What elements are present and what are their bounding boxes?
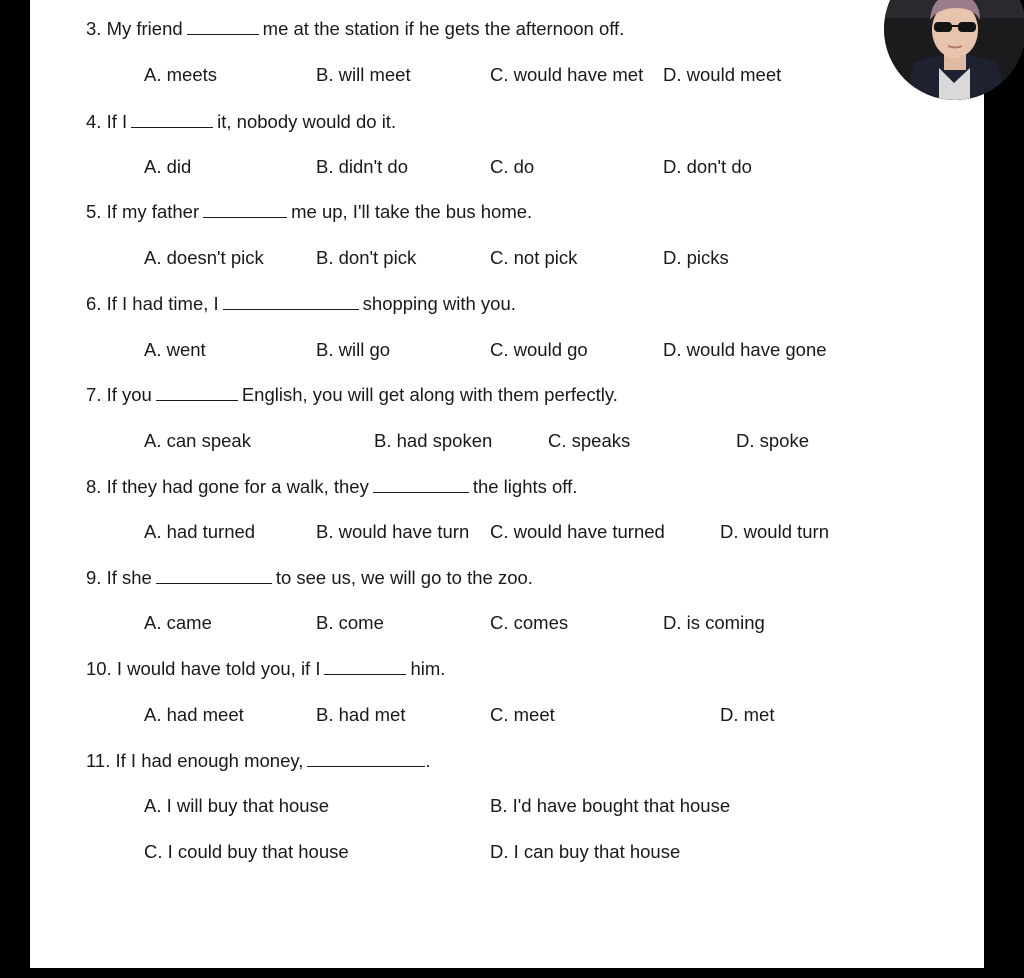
answer-blank (307, 751, 425, 767)
question-8 (86, 476, 577, 498)
question-number: 5. (86, 201, 102, 222)
question-number: 8. (86, 476, 102, 497)
option-d: D. would have gone (663, 339, 827, 360)
option-d: D. would turn (720, 521, 829, 542)
question-text-after: me up, I'll take the bus home. (291, 201, 533, 222)
question-text-after: him. (410, 658, 446, 679)
question-7 (86, 384, 618, 406)
answer-blank (187, 19, 259, 35)
option-c: C. meet (490, 704, 555, 725)
question-text-before: If you (106, 384, 152, 405)
option-a: A. can speak (144, 430, 251, 451)
option-c: C. I could buy that house (144, 841, 349, 862)
option-b: B. don't pick (316, 247, 417, 268)
option-a: A. did (144, 156, 192, 177)
option-d: D. picks (663, 247, 729, 268)
option-c: C. speaks (548, 430, 631, 451)
question-text-after: the lights off. (472, 476, 578, 497)
option-d: D. would meet (663, 64, 782, 85)
option-d: D. I can buy that house (490, 841, 681, 862)
question-text-before: If I had enough money, (115, 750, 304, 771)
option-d: D. met (720, 704, 775, 725)
question-number: 6. (86, 293, 102, 314)
question-5 (86, 201, 532, 223)
question-text-before: If I had time, I (106, 293, 219, 314)
option-c: C. would have met (490, 64, 644, 85)
question-text-before: My friend (106, 18, 183, 39)
option-b: B. will meet (316, 64, 411, 85)
question-text-before: If she (106, 567, 152, 588)
question-text-before: If they had gone for a walk, they (106, 476, 369, 497)
option-b: B. didn't do (316, 156, 408, 177)
option-d: D. is coming (663, 612, 765, 633)
answer-blank (324, 659, 406, 675)
option-a: A. doesn't pick (144, 247, 264, 268)
question-text-after: it, nobody would do it. (217, 111, 397, 132)
option-c: C. do (490, 156, 535, 177)
option-c: C. would go (490, 339, 588, 360)
option-c: C. would have turned (490, 521, 665, 542)
option-c: C. comes (490, 612, 569, 633)
answer-blank (203, 202, 287, 218)
question-9 (86, 567, 533, 589)
question-text-after: . (425, 750, 431, 771)
question-number: 11. (86, 750, 111, 771)
question-text-before: If I (106, 111, 128, 132)
option-b: B. had spoken (374, 430, 493, 451)
question-number: 4. (86, 111, 102, 132)
option-b: B. I'd have bought that house (490, 795, 731, 816)
option-d: D. spoke (736, 430, 810, 451)
answer-blank (156, 385, 238, 401)
option-a: A. I will buy that house (144, 795, 330, 816)
answer-blank (373, 477, 469, 493)
question-10 (86, 658, 445, 680)
question-6 (86, 293, 516, 315)
question-11 (86, 750, 431, 772)
option-d: D. don't do (663, 156, 752, 177)
answer-blank (156, 568, 272, 584)
option-b: B. would have turn (316, 521, 470, 542)
question-number: 9. (86, 567, 102, 588)
question-number: 3. (86, 18, 102, 39)
worksheet-page (30, 0, 984, 968)
option-a: A. came (144, 612, 212, 633)
question-4 (86, 111, 396, 133)
question-number: 10. (86, 658, 112, 679)
option-b: B. come (316, 612, 384, 633)
option-b: B. had met (316, 704, 406, 725)
option-a: A. had meet (144, 704, 244, 725)
question-text-before: I would have told you, if I (116, 658, 321, 679)
question-text-before: If my father (106, 201, 200, 222)
answer-blank (131, 112, 213, 128)
answer-blank (223, 294, 359, 310)
option-c: C. not pick (490, 247, 578, 268)
option-b: B. will go (316, 339, 391, 360)
option-a: A. went (144, 339, 206, 360)
option-a: A. had turned (144, 521, 256, 542)
question-text-after: English, you will get along with them perfectly. (241, 384, 618, 405)
question-text-after: shopping with you. (362, 293, 516, 314)
option-a: A. meets (144, 64, 217, 85)
question-number: 7. (86, 384, 102, 405)
question-text-after: to see us, we will go to the zoo. (275, 567, 533, 588)
question-text-after: me at the station if he gets the afternoon off. (262, 18, 625, 39)
question-3 (86, 18, 624, 40)
